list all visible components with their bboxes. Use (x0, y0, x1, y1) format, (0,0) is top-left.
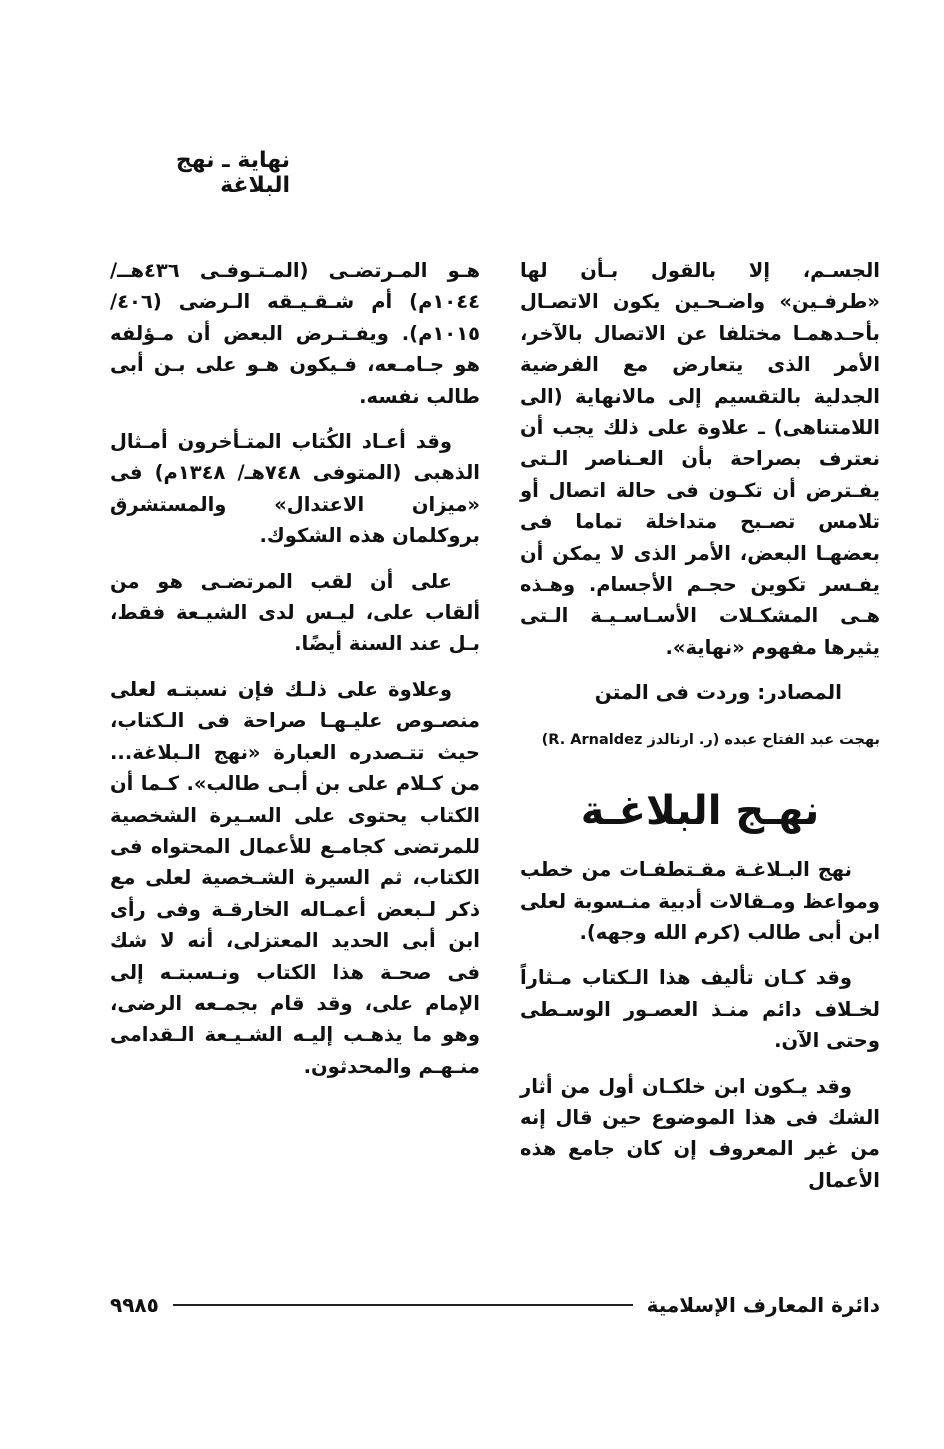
footer-rule (173, 1304, 633, 1306)
paragraph: هـو المـرتضـى (المـتـوفـى ٤٣٦هــ/ ١٠٤٤م) أم شـقـيـقه الـرضى (٤٠٦/ ١٠١٥م). ويفـتـرض البعض أن مـؤلفه هو جـامـعه، فـيكون هـو على بـن أبى طالب نفسه. (110, 259, 480, 408)
paragraph: وقد أعـاد الكُتاب المتـأخرون أمـثال الذهبى (المتوفى ٧٤٨هـ/ ١٣٤٨م) فى «ميزان الاعتدال» والمستشرق بروكلمان هذه الشكوك. (110, 430, 480, 548)
paragraph: وقد كـان تأليف هذا الـكتاب مـثاراً لخـلاف دائم منـذ العصـور الوسـطى وحتى الآن. (520, 966, 880, 1053)
paragraph: نهج البـلاغـة مقـتطفـات من خطب ومواعظ ومـقالات أدبية منـسوبة لعلى ابن أبى طالب (كرم الله وجهه). (520, 858, 880, 944)
left-column (110, 255, 480, 1096)
article-title: نهـج البلاغـة (580, 788, 820, 835)
author-byline: بهجت عبد الفتاح عبده (ر. ارنالدز R. Arnaldez) (541, 731, 880, 748)
paragraph: الجسـم، إلا بالقول بـأن لها «طرفـين» واضـحـين يكون الاتصـال بأحـدهمـا مختلفا عن الاتصال بالآخر، الأمر الذى يتعارض مع الفرضية الجدلية بالتقسيم إلى مالانهاية (الى اللامتناهى) ـ علاوة على ذلك يجب أن نعترف بصراحة بأن العـناصر الـتى يفـترض أن تكـون فى حالة اتصال أو تلامس تصـبح متداخلة تماما فى بعضهـا البعض، الأمر الذى لا يمكن أن يفـسر تكوين حجـم الأجسام. وهـذه هـى المشكـلات الأسـاسـيـة الـتى يثيرها مفهوم «نهاية». (520, 259, 880, 659)
running-head: نهاية ـ نهج البلاغة (175, 148, 290, 198)
paragraph: على أن لقب المرتضـى هو من ألقاب على، ليـس لدى الشيـعة فقط، بـل عند السنة أيضًا. (110, 569, 480, 656)
paragraph: وعلاوة على ذلـك فإن نسبتـه لعلى منصـوص عليـهـا صراحة فى الـكتاب، حيث تتـصدره العبارة «نهج الـبلاغة... من كـلام على بن أبـى طالب». كـما أن الكتاب يحتوى على السـيرة الشخصية للمرتضى كجامـع للأعمال المحتواه فى الكتاب، ثم السيرة الشـخصية لعلى مع ذكر لـبعض أعمـاله الخارقـة وفى رأى ابن أبى الحديد المعتزلى، أنه لا شك فى صحـة هذا الكتاب ونـسبتـه إلى الإمام على، وقد قام بجمـعه الرضى، وهو ما يذهـب إليـه الشـيـعة الـقدامى منـهـم والمحدثون. (110, 677, 480, 1078)
page-footer (110, 1290, 880, 1320)
page-number: ٩٩٨٥ (110, 1293, 159, 1317)
right-column (520, 255, 880, 1210)
footer-journal-title: دائرة المعارف الإسلامية (646, 1293, 880, 1317)
paragraph: وقد يـكون ابن خلكـان أول من أثار الشك فى هذا الموضوع حين قال إنه من غير المعروف إن كان جامع هذه الأعمال (520, 1074, 880, 1192)
sources-heading: المصادر: وردت فى المتن (594, 680, 842, 705)
